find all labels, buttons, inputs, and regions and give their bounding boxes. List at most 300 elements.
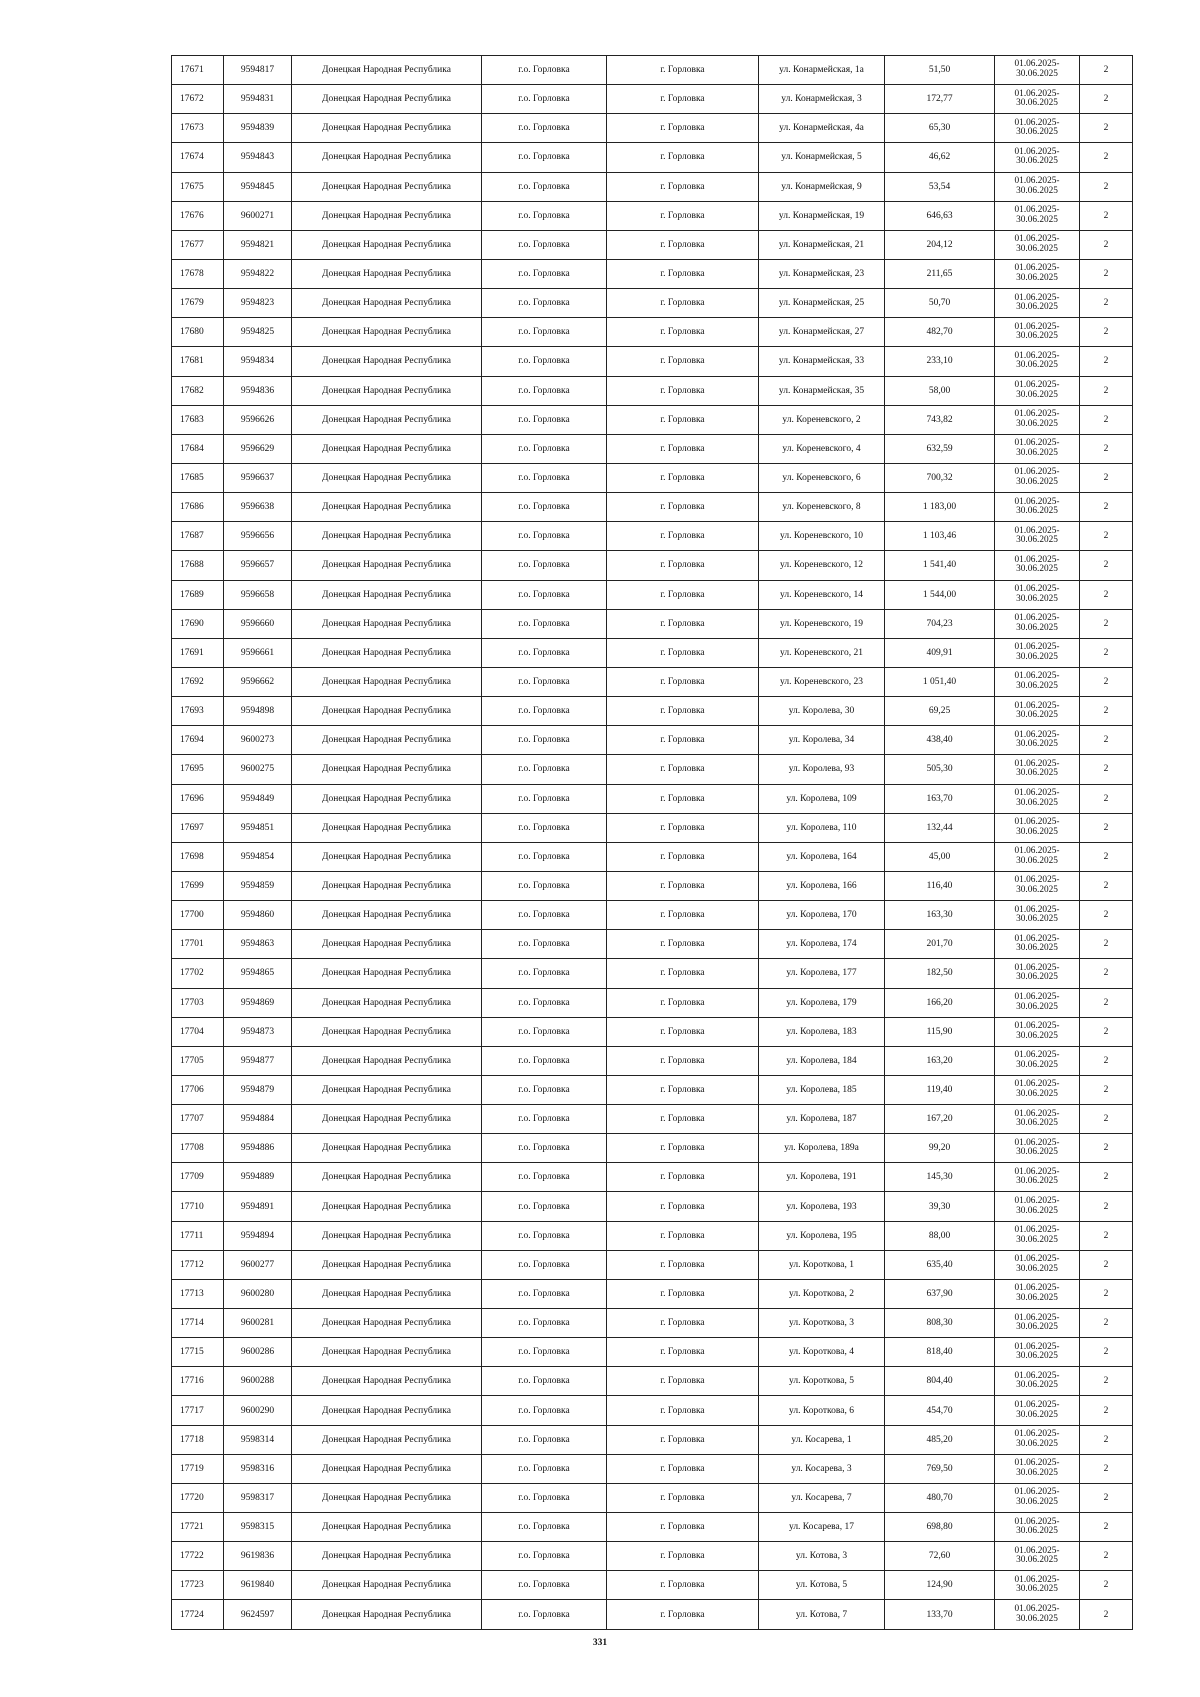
cell-area: 1 541,40 xyxy=(885,551,995,580)
cell-settlement: г. Горловка xyxy=(607,1017,759,1046)
cell-area: 480,70 xyxy=(885,1483,995,1512)
cell-area: 50,70 xyxy=(885,289,995,318)
cell-row-number: 17684 xyxy=(172,434,224,463)
cell-period: 01.06.2025- 30.06.2025 xyxy=(995,842,1080,871)
cell-region: Донецкая Народная Республика xyxy=(292,143,482,172)
cell-area: 646,63 xyxy=(885,201,995,230)
cell-settlement: г. Горловка xyxy=(607,1513,759,1542)
cell-period: 01.06.2025- 30.06.2025 xyxy=(995,1600,1080,1629)
cell-municipality: г.о. Горловка xyxy=(482,289,607,318)
cell-period: 01.06.2025- 30.06.2025 xyxy=(995,901,1080,930)
cell-settlement: г. Горловка xyxy=(607,1396,759,1425)
cell-municipality: г.о. Горловка xyxy=(482,1105,607,1134)
cell-object-id: 9600273 xyxy=(224,726,292,755)
cell-object-id: 9600275 xyxy=(224,755,292,784)
cell-category: 2 xyxy=(1080,1105,1133,1134)
cell-area: 769,50 xyxy=(885,1454,995,1483)
table-row xyxy=(172,1425,1133,1454)
cell-category: 2 xyxy=(1080,1367,1133,1396)
cell-object-id: 9598314 xyxy=(224,1425,292,1454)
cell-municipality: г.о. Горловка xyxy=(482,551,607,580)
cell-category: 2 xyxy=(1080,609,1133,638)
cell-region: Донецкая Народная Республика xyxy=(292,959,482,988)
cell-area: 51,50 xyxy=(885,56,995,85)
table-row xyxy=(172,434,1133,463)
cell-region: Донецкая Народная Республика xyxy=(292,318,482,347)
cell-settlement: г. Горловка xyxy=(607,1338,759,1367)
cell-address: ул. Королева, 34 xyxy=(759,726,885,755)
cell-object-id: 9600286 xyxy=(224,1338,292,1367)
cell-category: 2 xyxy=(1080,405,1133,434)
cell-settlement: г. Горловка xyxy=(607,667,759,696)
cell-row-number: 17720 xyxy=(172,1483,224,1512)
cell-region: Донецкая Народная Республика xyxy=(292,493,482,522)
cell-row-number: 17677 xyxy=(172,230,224,259)
cell-row-number: 17710 xyxy=(172,1192,224,1221)
cell-category: 2 xyxy=(1080,697,1133,726)
cell-category: 2 xyxy=(1080,1454,1133,1483)
table-row xyxy=(172,259,1133,288)
cell-municipality: г.о. Горловка xyxy=(482,1367,607,1396)
cell-row-number: 17688 xyxy=(172,551,224,580)
table-row xyxy=(172,609,1133,638)
cell-municipality: г.о. Горловка xyxy=(482,813,607,842)
cell-region: Донецкая Народная Республика xyxy=(292,1134,482,1163)
table-row xyxy=(172,1483,1133,1512)
cell-municipality: г.о. Горловка xyxy=(482,1513,607,1542)
cell-area: 88,00 xyxy=(885,1221,995,1250)
cell-area: 172,77 xyxy=(885,85,995,114)
cell-area: 632,59 xyxy=(885,434,995,463)
cell-settlement: г. Горловка xyxy=(607,988,759,1017)
cell-row-number: 17708 xyxy=(172,1134,224,1163)
cell-region: Донецкая Народная Республика xyxy=(292,522,482,551)
cell-region: Донецкая Народная Республика xyxy=(292,434,482,463)
cell-settlement: г. Горловка xyxy=(607,201,759,230)
cell-address: ул. Короткова, 2 xyxy=(759,1279,885,1308)
cell-region: Донецкая Народная Республика xyxy=(292,172,482,201)
table-row xyxy=(172,463,1133,492)
cell-address: ул. Кореневского, 4 xyxy=(759,434,885,463)
cell-area: 1 544,00 xyxy=(885,580,995,609)
cell-address: ул. Косарева, 1 xyxy=(759,1425,885,1454)
cell-period: 01.06.2025- 30.06.2025 xyxy=(995,1017,1080,1046)
cell-category: 2 xyxy=(1080,1134,1133,1163)
cell-object-id: 9594894 xyxy=(224,1221,292,1250)
cell-municipality: г.о. Горловка xyxy=(482,143,607,172)
table-row xyxy=(172,871,1133,900)
cell-address: ул. Конармейская, 21 xyxy=(759,230,885,259)
cell-period: 01.06.2025- 30.06.2025 xyxy=(995,1105,1080,1134)
cell-region: Донецкая Народная Республика xyxy=(292,1017,482,1046)
cell-settlement: г. Горловка xyxy=(607,755,759,784)
cell-address: ул. Конармейская, 4а xyxy=(759,114,885,143)
cell-settlement: г. Горловка xyxy=(607,726,759,755)
cell-period: 01.06.2025- 30.06.2025 xyxy=(995,1221,1080,1250)
cell-settlement: г. Горловка xyxy=(607,376,759,405)
cell-region: Донецкая Народная Республика xyxy=(292,1338,482,1367)
table-row xyxy=(172,1338,1133,1367)
cell-municipality: г.о. Горловка xyxy=(482,1221,607,1250)
table-row xyxy=(172,667,1133,696)
cell-municipality: г.о. Горловка xyxy=(482,56,607,85)
cell-region: Донецкая Народная Республика xyxy=(292,726,482,755)
cell-row-number: 17672 xyxy=(172,85,224,114)
cell-settlement: г. Горловка xyxy=(607,842,759,871)
cell-period: 01.06.2025- 30.06.2025 xyxy=(995,230,1080,259)
cell-category: 2 xyxy=(1080,871,1133,900)
cell-address: ул. Конармейская, 9 xyxy=(759,172,885,201)
cell-address: ул. Королева, 189а xyxy=(759,1134,885,1163)
table-row xyxy=(172,697,1133,726)
cell-category: 2 xyxy=(1080,551,1133,580)
cell-object-id: 9594889 xyxy=(224,1163,292,1192)
cell-municipality: г.о. Горловка xyxy=(482,522,607,551)
cell-category: 2 xyxy=(1080,201,1133,230)
cell-area: 119,40 xyxy=(885,1075,995,1104)
table-row xyxy=(172,85,1133,114)
cell-row-number: 17676 xyxy=(172,201,224,230)
cell-settlement: г. Горловка xyxy=(607,1046,759,1075)
cell-period: 01.06.2025- 30.06.2025 xyxy=(995,56,1080,85)
cell-category: 2 xyxy=(1080,1017,1133,1046)
cell-row-number: 17700 xyxy=(172,901,224,930)
cell-settlement: г. Горловка xyxy=(607,1571,759,1600)
cell-municipality: г.о. Горловка xyxy=(482,318,607,347)
cell-address: ул. Королева, 30 xyxy=(759,697,885,726)
cell-settlement: г. Горловка xyxy=(607,1105,759,1134)
cell-municipality: г.о. Горловка xyxy=(482,784,607,813)
cell-region: Донецкая Народная Республика xyxy=(292,463,482,492)
cell-object-id: 9594873 xyxy=(224,1017,292,1046)
cell-address: ул. Конармейская, 5 xyxy=(759,143,885,172)
cell-area: 124,90 xyxy=(885,1571,995,1600)
cell-region: Донецкая Народная Республика xyxy=(292,901,482,930)
cell-area: 505,30 xyxy=(885,755,995,784)
cell-address: ул. Короткова, 3 xyxy=(759,1309,885,1338)
cell-category: 2 xyxy=(1080,1163,1133,1192)
cell-address: ул. Кореневского, 2 xyxy=(759,405,885,434)
table-row xyxy=(172,347,1133,376)
cell-municipality: г.о. Горловка xyxy=(482,755,607,784)
table-row xyxy=(172,726,1133,755)
cell-object-id: 9598315 xyxy=(224,1513,292,1542)
cell-category: 2 xyxy=(1080,1075,1133,1104)
cell-address: ул. Конармейская, 35 xyxy=(759,376,885,405)
table-row xyxy=(172,930,1133,959)
cell-row-number: 17695 xyxy=(172,755,224,784)
table-row xyxy=(172,755,1133,784)
table-row xyxy=(172,1163,1133,1192)
cell-settlement: г. Горловка xyxy=(607,172,759,201)
cell-settlement: г. Горловка xyxy=(607,405,759,434)
cell-settlement: г. Горловка xyxy=(607,85,759,114)
cell-row-number: 17685 xyxy=(172,463,224,492)
cell-object-id: 9594884 xyxy=(224,1105,292,1134)
cell-settlement: г. Горловка xyxy=(607,1163,759,1192)
cell-municipality: г.о. Горловка xyxy=(482,1338,607,1367)
cell-area: 163,20 xyxy=(885,1046,995,1075)
cell-area: 482,70 xyxy=(885,318,995,347)
cell-address: ул. Королева, 185 xyxy=(759,1075,885,1104)
cell-address: ул. Кореневского, 10 xyxy=(759,522,885,551)
cell-row-number: 17678 xyxy=(172,259,224,288)
cell-category: 2 xyxy=(1080,1396,1133,1425)
cell-region: Донецкая Народная Республика xyxy=(292,609,482,638)
cell-object-id: 9600281 xyxy=(224,1309,292,1338)
cell-row-number: 17724 xyxy=(172,1600,224,1629)
cell-object-id: 9600288 xyxy=(224,1367,292,1396)
cell-period: 01.06.2025- 30.06.2025 xyxy=(995,871,1080,900)
table-row xyxy=(172,1600,1133,1629)
cell-object-id: 9594865 xyxy=(224,959,292,988)
cell-category: 2 xyxy=(1080,172,1133,201)
cell-object-id: 9594836 xyxy=(224,376,292,405)
cell-municipality: г.о. Горловка xyxy=(482,1571,607,1600)
cell-object-id: 9594869 xyxy=(224,988,292,1017)
table-row xyxy=(172,638,1133,667)
cell-period: 01.06.2025- 30.06.2025 xyxy=(995,1309,1080,1338)
cell-area: 743,82 xyxy=(885,405,995,434)
cell-period: 01.06.2025- 30.06.2025 xyxy=(995,1367,1080,1396)
cell-address: ул. Королева, 193 xyxy=(759,1192,885,1221)
cell-object-id: 9594891 xyxy=(224,1192,292,1221)
cell-category: 2 xyxy=(1080,85,1133,114)
cell-region: Донецкая Народная Республика xyxy=(292,1571,482,1600)
table-row xyxy=(172,1367,1133,1396)
cell-region: Донецкая Народная Республика xyxy=(292,638,482,667)
cell-area: 99,20 xyxy=(885,1134,995,1163)
cell-municipality: г.о. Горловка xyxy=(482,347,607,376)
cell-period: 01.06.2025- 30.06.2025 xyxy=(995,1075,1080,1104)
cell-period: 01.06.2025- 30.06.2025 xyxy=(995,551,1080,580)
cell-row-number: 17714 xyxy=(172,1309,224,1338)
cell-municipality: г.о. Горловка xyxy=(482,842,607,871)
cell-row-number: 17718 xyxy=(172,1425,224,1454)
cell-address: ул. Конармейская, 19 xyxy=(759,201,885,230)
cell-settlement: г. Горловка xyxy=(607,697,759,726)
cell-settlement: г. Горловка xyxy=(607,522,759,551)
cell-row-number: 17689 xyxy=(172,580,224,609)
cell-period: 01.06.2025- 30.06.2025 xyxy=(995,493,1080,522)
cell-settlement: г. Горловка xyxy=(607,114,759,143)
cell-address: ул. Королева, 191 xyxy=(759,1163,885,1192)
cell-period: 01.06.2025- 30.06.2025 xyxy=(995,143,1080,172)
cell-municipality: г.о. Горловка xyxy=(482,1396,607,1425)
cell-address: ул. Котова, 5 xyxy=(759,1571,885,1600)
cell-area: 133,70 xyxy=(885,1600,995,1629)
cell-period: 01.06.2025- 30.06.2025 xyxy=(995,201,1080,230)
cell-period: 01.06.2025- 30.06.2025 xyxy=(995,1513,1080,1542)
cell-region: Донецкая Народная Республика xyxy=(292,813,482,842)
cell-region: Донецкая Народная Республика xyxy=(292,1279,482,1308)
cell-region: Донецкая Народная Республика xyxy=(292,259,482,288)
cell-region: Донецкая Народная Республика xyxy=(292,85,482,114)
cell-settlement: г. Горловка xyxy=(607,1075,759,1104)
cell-period: 01.06.2025- 30.06.2025 xyxy=(995,347,1080,376)
cell-municipality: г.о. Горловка xyxy=(482,1075,607,1104)
cell-object-id: 9594877 xyxy=(224,1046,292,1075)
cell-period: 01.06.2025- 30.06.2025 xyxy=(995,463,1080,492)
cell-municipality: г.о. Горловка xyxy=(482,901,607,930)
cell-period: 01.06.2025- 30.06.2025 xyxy=(995,1134,1080,1163)
cell-region: Донецкая Народная Республика xyxy=(292,289,482,318)
cell-settlement: г. Горловка xyxy=(607,1250,759,1279)
table-row xyxy=(172,1046,1133,1075)
cell-region: Донецкая Народная Республика xyxy=(292,1425,482,1454)
cell-category: 2 xyxy=(1080,784,1133,813)
cell-row-number: 17719 xyxy=(172,1454,224,1483)
cell-period: 01.06.2025- 30.06.2025 xyxy=(995,1571,1080,1600)
cell-category: 2 xyxy=(1080,1542,1133,1571)
cell-address: ул. Кореневского, 23 xyxy=(759,667,885,696)
cell-row-number: 17717 xyxy=(172,1396,224,1425)
cell-row-number: 17721 xyxy=(172,1513,224,1542)
cell-period: 01.06.2025- 30.06.2025 xyxy=(995,522,1080,551)
cell-region: Донецкая Народная Республика xyxy=(292,1075,482,1104)
cell-address: ул. Косарева, 7 xyxy=(759,1483,885,1512)
cell-object-id: 9594843 xyxy=(224,143,292,172)
cell-period: 01.06.2025- 30.06.2025 xyxy=(995,959,1080,988)
cell-row-number: 17701 xyxy=(172,930,224,959)
cell-region: Донецкая Народная Республика xyxy=(292,230,482,259)
cell-period: 01.06.2025- 30.06.2025 xyxy=(995,813,1080,842)
cell-area: 409,91 xyxy=(885,638,995,667)
cell-settlement: г. Горловка xyxy=(607,1221,759,1250)
cell-row-number: 17694 xyxy=(172,726,224,755)
cell-row-number: 17709 xyxy=(172,1163,224,1192)
cell-period: 01.06.2025- 30.06.2025 xyxy=(995,784,1080,813)
cell-municipality: г.о. Горловка xyxy=(482,405,607,434)
cell-object-id: 9594879 xyxy=(224,1075,292,1104)
cell-category: 2 xyxy=(1080,259,1133,288)
cell-region: Донецкая Народная Республика xyxy=(292,1163,482,1192)
cell-row-number: 17704 xyxy=(172,1017,224,1046)
cell-row-number: 17681 xyxy=(172,347,224,376)
cell-object-id: 9598316 xyxy=(224,1454,292,1483)
cell-address: ул. Королева, 195 xyxy=(759,1221,885,1250)
table-row xyxy=(172,143,1133,172)
cell-category: 2 xyxy=(1080,638,1133,667)
cell-area: 163,70 xyxy=(885,784,995,813)
cell-municipality: г.о. Горловка xyxy=(482,85,607,114)
table-row xyxy=(172,1192,1133,1221)
cell-region: Донецкая Народная Республика xyxy=(292,551,482,580)
cell-category: 2 xyxy=(1080,580,1133,609)
cell-category: 2 xyxy=(1080,1221,1133,1250)
cell-address: ул. Королева, 187 xyxy=(759,1105,885,1134)
cell-period: 01.06.2025- 30.06.2025 xyxy=(995,1425,1080,1454)
cell-region: Донецкая Народная Республика xyxy=(292,930,482,959)
cell-category: 2 xyxy=(1080,347,1133,376)
cell-region: Донецкая Народная Республика xyxy=(292,697,482,726)
cell-municipality: г.о. Горловка xyxy=(482,871,607,900)
cell-row-number: 17707 xyxy=(172,1105,224,1134)
cell-address: ул. Кореневского, 12 xyxy=(759,551,885,580)
cell-object-id: 9600290 xyxy=(224,1396,292,1425)
cell-row-number: 17691 xyxy=(172,638,224,667)
cell-row-number: 17675 xyxy=(172,172,224,201)
cell-row-number: 17722 xyxy=(172,1542,224,1571)
cell-address: ул. Кореневского, 6 xyxy=(759,463,885,492)
cell-municipality: г.о. Горловка xyxy=(482,959,607,988)
cell-category: 2 xyxy=(1080,56,1133,85)
cell-settlement: г. Горловка xyxy=(607,1454,759,1483)
cell-object-id: 9598317 xyxy=(224,1483,292,1512)
cell-address: ул. Королева, 179 xyxy=(759,988,885,1017)
cell-row-number: 17671 xyxy=(172,56,224,85)
cell-row-number: 17687 xyxy=(172,522,224,551)
cell-address: ул. Котова, 7 xyxy=(759,1600,885,1629)
cell-municipality: г.о. Горловка xyxy=(482,1454,607,1483)
cell-area: 454,70 xyxy=(885,1396,995,1425)
cell-area: 39,30 xyxy=(885,1192,995,1221)
cell-settlement: г. Горловка xyxy=(607,1309,759,1338)
cell-area: 116,40 xyxy=(885,871,995,900)
table-row xyxy=(172,1279,1133,1308)
cell-category: 2 xyxy=(1080,726,1133,755)
table-row xyxy=(172,959,1133,988)
cell-period: 01.06.2025- 30.06.2025 xyxy=(995,1338,1080,1367)
table-row xyxy=(172,842,1133,871)
cell-period: 01.06.2025- 30.06.2025 xyxy=(995,638,1080,667)
cell-period: 01.06.2025- 30.06.2025 xyxy=(995,434,1080,463)
cell-area: 233,10 xyxy=(885,347,995,376)
cell-settlement: г. Горловка xyxy=(607,1425,759,1454)
table-row xyxy=(172,988,1133,1017)
cell-object-id: 9594849 xyxy=(224,784,292,813)
cell-object-id: 9594821 xyxy=(224,230,292,259)
cell-row-number: 17716 xyxy=(172,1367,224,1396)
cell-period: 01.06.2025- 30.06.2025 xyxy=(995,172,1080,201)
cell-category: 2 xyxy=(1080,1250,1133,1279)
table-row xyxy=(172,493,1133,522)
cell-municipality: г.о. Горловка xyxy=(482,1046,607,1075)
cell-object-id: 9596637 xyxy=(224,463,292,492)
cell-category: 2 xyxy=(1080,143,1133,172)
cell-municipality: г.о. Горловка xyxy=(482,376,607,405)
cell-settlement: г. Горловка xyxy=(607,609,759,638)
cell-category: 2 xyxy=(1080,1309,1133,1338)
cell-row-number: 17674 xyxy=(172,143,224,172)
cell-row-number: 17713 xyxy=(172,1279,224,1308)
cell-settlement: г. Горловка xyxy=(607,1367,759,1396)
cell-region: Донецкая Народная Республика xyxy=(292,1367,482,1396)
cell-period: 01.06.2025- 30.06.2025 xyxy=(995,1279,1080,1308)
cell-address: ул. Короткова, 5 xyxy=(759,1367,885,1396)
cell-row-number: 17680 xyxy=(172,318,224,347)
cell-region: Донецкая Народная Республика xyxy=(292,1542,482,1571)
cell-settlement: г. Горловка xyxy=(607,56,759,85)
cell-row-number: 17703 xyxy=(172,988,224,1017)
cell-municipality: г.о. Горловка xyxy=(482,463,607,492)
cell-area: 704,23 xyxy=(885,609,995,638)
cell-area: 1 183,00 xyxy=(885,493,995,522)
cell-municipality: г.о. Горловка xyxy=(482,667,607,696)
cell-area: 145,30 xyxy=(885,1163,995,1192)
cell-region: Донецкая Народная Республика xyxy=(292,1396,482,1425)
cell-category: 2 xyxy=(1080,1279,1133,1308)
cell-object-id: 9594817 xyxy=(224,56,292,85)
cell-municipality: г.о. Горловка xyxy=(482,230,607,259)
cell-row-number: 17693 xyxy=(172,697,224,726)
cell-period: 01.06.2025- 30.06.2025 xyxy=(995,85,1080,114)
table-row xyxy=(172,114,1133,143)
table-row xyxy=(172,318,1133,347)
cell-address: ул. Королева, 164 xyxy=(759,842,885,871)
cell-address: ул. Королева, 170 xyxy=(759,901,885,930)
cell-area: 45,00 xyxy=(885,842,995,871)
